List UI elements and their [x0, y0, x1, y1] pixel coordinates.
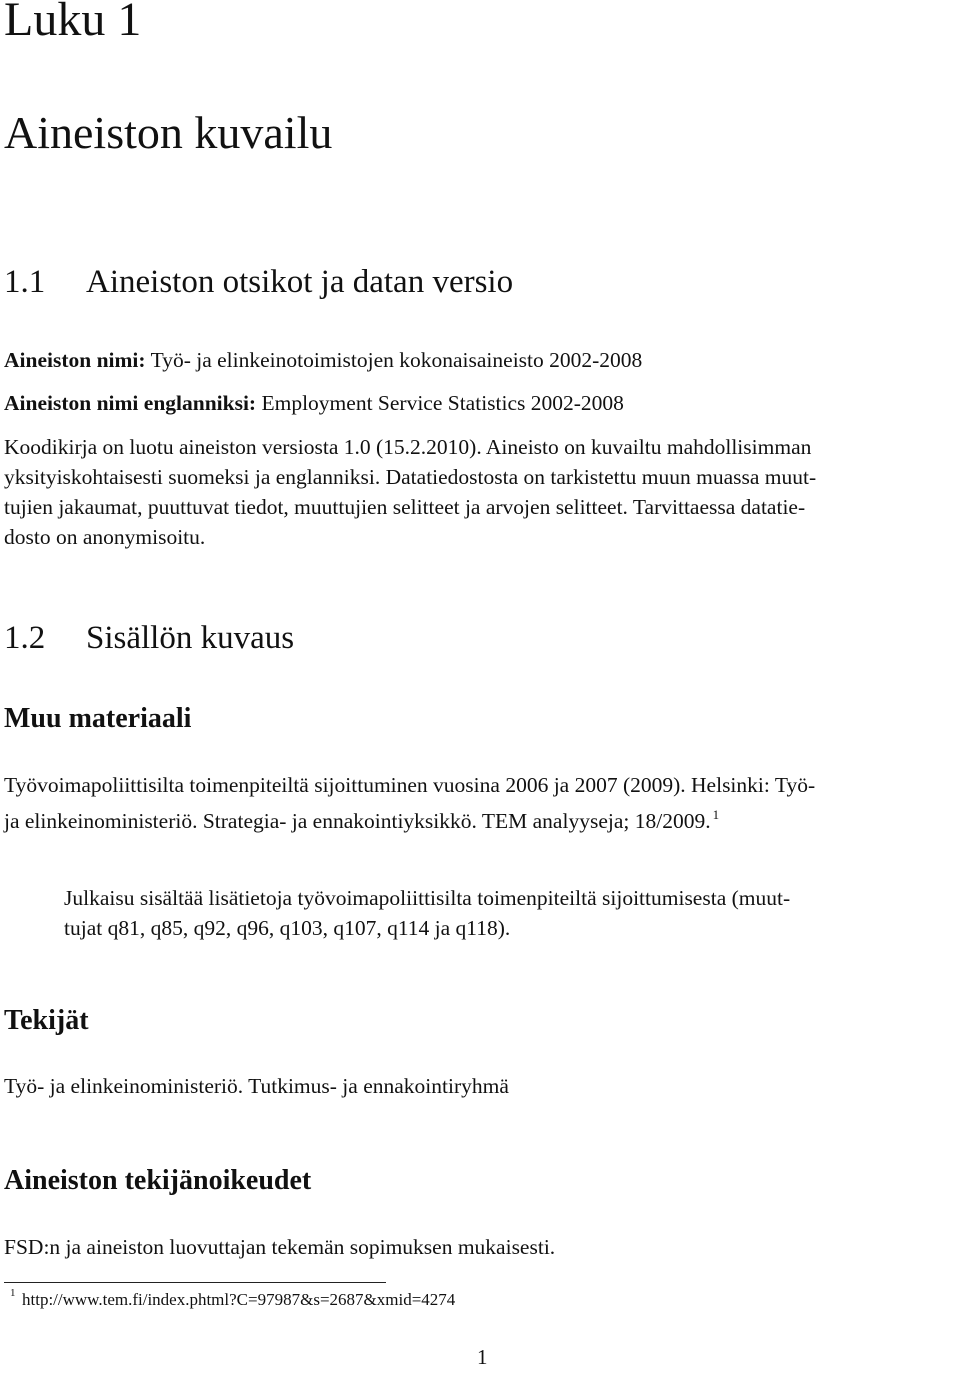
paragraph-line: dosto on anonymisoitu. [4, 525, 206, 549]
page-number: 1 [477, 1345, 488, 1369]
codebook-paragraph [4, 432, 816, 552]
tekijat-heading: Tekijät [4, 1005, 89, 1036]
section-number: 1.1 [4, 264, 46, 300]
dataset-name-en-label: Aineiston nimi englanniksi: [4, 391, 257, 415]
dataset-name-label: Aineiston nimi: [4, 348, 146, 372]
footnote-mark: 1 [10, 1287, 16, 1299]
footnote-reference: 1 [712, 807, 720, 822]
section-number: 1.2 [4, 620, 46, 656]
paragraph-line: Koodikirja on luotu aineiston versiosta 1.0 (15.2.2010). Aineisto on kuvailtu mahdollisimman [4, 435, 812, 459]
section-title: Sisällön kuvaus [86, 620, 295, 656]
paragraph-line: yksityiskohtaisesti suomeksi ja englanniksi. Datatiedostosta on tarkistettu muun muassa muut- [4, 465, 817, 489]
dataset-name-value: Työ- ja elinkeinotoimistojen kokonaisaineisto 2002-2008 [150, 348, 643, 372]
tekijanoikeudet-heading: Aineiston tekijänoikeudet [4, 1165, 312, 1196]
paragraph-line: Työvoimapoliittisilta toimenpiteiltä sijoittuminen vuosina 2006 ja 2007 (2009). Helsinki: Työ- [4, 773, 816, 797]
dataset-name-line [4, 345, 642, 375]
muu-materiaali-text [4, 770, 815, 836]
section-1-1-heading [4, 264, 513, 301]
section-title: Aineiston otsikot ja datan versio [86, 264, 514, 300]
tekijanoikeudet-text: FSD:n ja aineiston luovuttajan tekemän sopimuksen mukaisesti. [4, 1235, 556, 1259]
quote-line: tujat q81, q85, q92, q96, q103, q107, q114 ja q118). [64, 916, 511, 940]
chapter-label: Luku 1 [4, 0, 142, 46]
footnote-rule [4, 1282, 386, 1283]
footnote [10, 1287, 456, 1310]
quote-line: Julkaisu sisältää lisätietoja työvoimapoliittisilta toimenpiteiltä sijoittumisesta (muut- [64, 886, 791, 910]
publication-quote [64, 883, 790, 943]
tekijat-text: Työ- ja elinkeinoministeriö. Tutkimus- ja ennakointiryhmä [4, 1074, 509, 1098]
dataset-name-en-value: Employment Service Statistics 2002-2008 [261, 391, 624, 415]
muu-materiaali-heading: Muu materiaali [4, 703, 192, 734]
chapter-title: Aineiston kuvailu [4, 107, 333, 158]
dataset-name-en-line [4, 388, 624, 418]
paragraph-line: tujien jakaumat, puuttuvat tiedot, muuttujien selitteet ja arvojen selitteet. Tarvittaessa datatie- [4, 495, 806, 519]
section-1-2-heading [4, 620, 294, 657]
footnote-link[interactable]: http://www.tem.fi/index.phtml?C=97987&s=2687&xmid=4274 [22, 1290, 456, 1309]
paragraph-line: ja elinkeinoministeriö. Strategia- ja ennakointiyksikkö. TEM analyyseja; 18/2009. $^1$ [4, 807, 720, 833]
